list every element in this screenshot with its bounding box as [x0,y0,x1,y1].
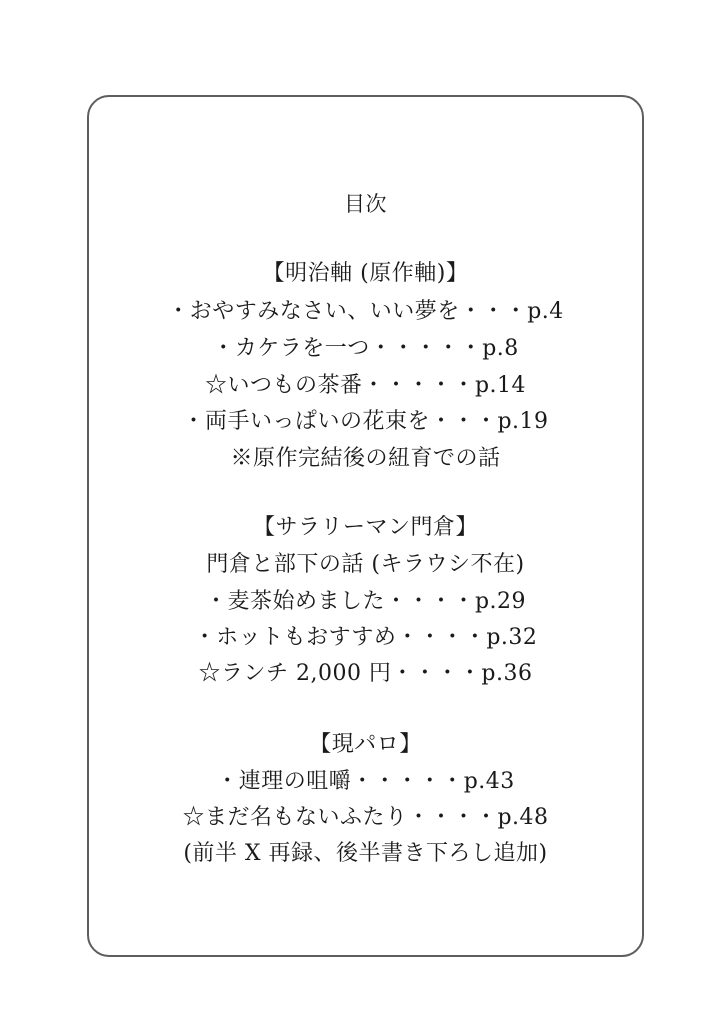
toc-entry: ・おやすみなさい、いい夢を・・・p.4 [167,299,564,324]
section-heading-meiji: 【明治軸 (原作軸)】 [262,261,469,286]
toc-entry: ☆いつもの茶番・・・・・p.14 [204,373,527,398]
toc-entry: ・カケラを一つ・・・・・p.8 [212,336,519,361]
toc-note: 門倉と部下の話 (キラウシ不在) [206,552,525,577]
toc-note: ※原作完結後の紐育での話 [230,446,501,471]
toc-title: 目次 [344,192,387,216]
section-heading-modern-au: 【現パロ】 [309,732,422,757]
toc-entry: ☆まだ名もないふたり・・・・p.48 [182,805,549,830]
page-frame [87,95,644,957]
toc-note: (前半 X 再録、後半書き下ろし追加) [183,841,548,866]
toc-entry: ・連理の咀嚼・・・・・p.43 [216,769,515,794]
toc-entry: ・両手いっぱいの花束を・・・p.19 [182,409,549,434]
toc-entry: ☆ランチ 2,000 円・・・・p.36 [198,661,533,686]
toc-entry: ・麦茶始めました・・・・p.29 [204,589,527,614]
section-heading-salaryman: 【サラリーマン門倉】 [252,515,478,540]
toc-entry: ・ホットもおすすめ・・・・p.32 [193,625,538,650]
